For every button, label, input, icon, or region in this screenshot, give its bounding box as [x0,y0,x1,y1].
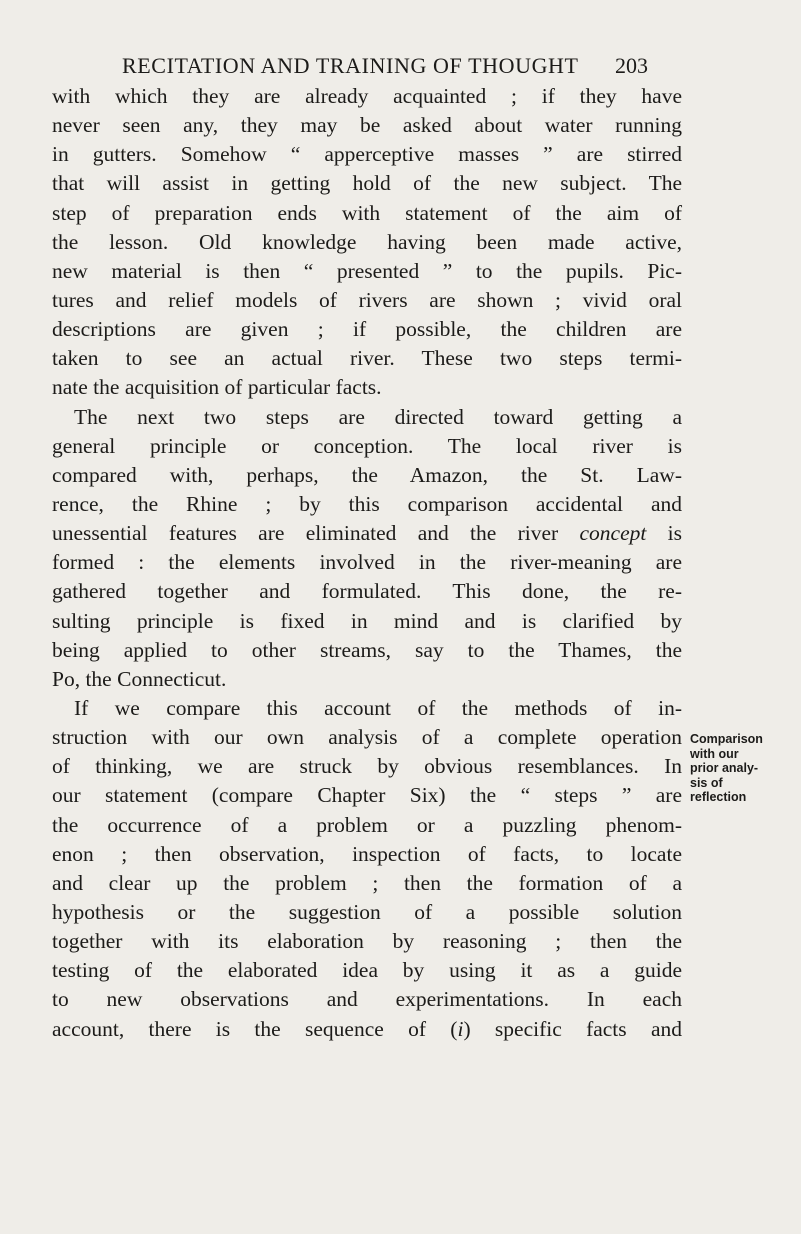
text-line: to new observations and experimentations. In each [52,987,682,1012]
italic-word: concept [579,521,647,546]
text-line: general principle or conception. The local river is [52,433,682,458]
text-line: If we compare this account of the methods of in- [74,695,682,720]
text-line: the lesson. Old knowledge having been made active, [52,229,682,254]
text-line: and clear up the problem ; then the formation of a [52,870,682,895]
text-line: taken to see an actual river. These two steps termi- [52,346,682,371]
italic-word: i [457,1016,464,1041]
text-line: tures and relief models of rivers are shown ; vivid oral [52,287,682,312]
text-line: hypothesis or the suggestion of a possible solution [52,899,682,924]
text-line: step of preparation ends with statement of the aim of [52,200,682,225]
running-head: RECITATION AND TRAINING OF THOUGHT [122,53,579,78]
text-line: new material is then “ presented ” to the pupils. Pic- [52,258,682,283]
text-line: nate the acquisition of particular facts. [52,375,382,400]
body-text [52,82,682,1044]
text-line: never seen any, they may be asked about water running [52,113,682,138]
text-line: in gutters. Somehow “ apperceptive masses ” are stirred [52,142,682,167]
page-header [122,48,648,84]
text-fragment: account, there is the sequence of ( [52,1016,458,1041]
margin-note-line: sis of [690,775,723,790]
text-line [52,1015,682,1044]
text-line: testing of the elaborated idea by using it as a guide [52,958,682,983]
text-line: enon ; then observation, inspection of facts, to locate [52,841,682,866]
text-line: with which they are already acquainted ; if they have [52,84,682,108]
text-line: that will assist in getting hold of the new subject. The [52,171,682,196]
text-line: being applied to other streams, say to the Thames, the [52,637,682,662]
text-line: descriptions are given ; if possible, the children are [52,317,682,342]
text-line: gathered together and formulated. This done, the re- [52,579,682,604]
page-number: 203 [615,53,648,78]
text-line: the occurrence of a problem or a puzzling phenom- [52,812,682,837]
text-line: sulting principle is fixed in mind and is clarified by [52,608,682,633]
text-line: formed : the elements involved in the river-meaning are [52,550,682,575]
margin-note [690,732,800,805]
text-line: of thinking, we are struck by obvious resemblances. In [52,754,682,779]
text-line: struction with our own analysis of a complete operation [52,725,682,750]
text-line: The next two steps are directed toward getting a [74,404,682,429]
text-line: compared with, perhaps, the Amazon, the St. Law- [52,462,682,487]
text-fragment: is [667,521,682,546]
text-fragment: unessential features are eliminated and the river [52,521,580,546]
margin-note-line: Comparison [690,732,763,746]
margin-note-line: prior analy- [690,761,759,775]
text-line: together with its elaboration by reasoning ; then the [52,929,682,954]
text-line: our statement (compare Chapter Six) the “ steps ” are [52,783,682,808]
text-line [52,519,682,548]
text-line: Po, the Connecticut. [52,666,227,691]
text-line: rence, the Rhine ; by this comparison accidental and [52,491,682,516]
margin-note-line: with our [690,746,739,761]
margin-note-line: reflection [690,790,747,804]
text-fragment: ) specific facts and [463,1016,682,1041]
